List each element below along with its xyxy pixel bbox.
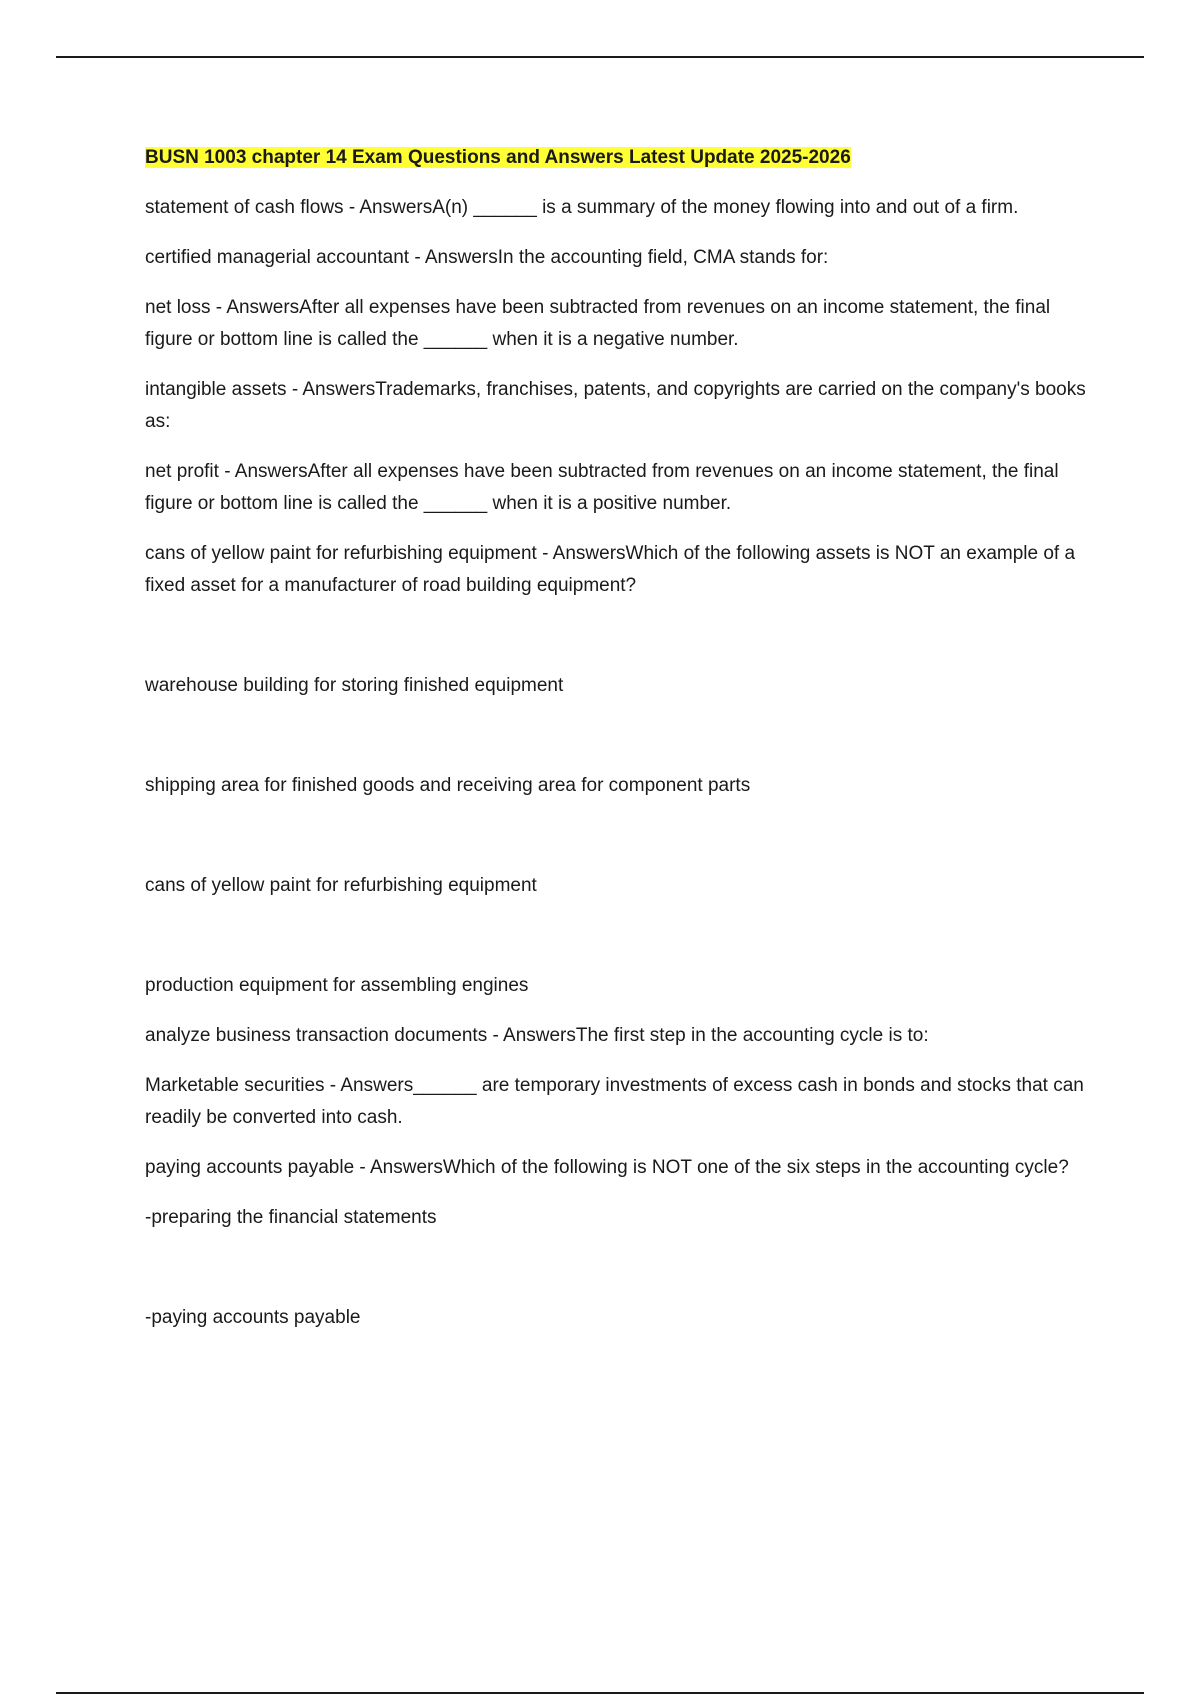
title-block	[145, 142, 1095, 174]
qa-item: certified managerial accountant - AnswersIn the accounting field, CMA stands for:	[145, 247, 829, 268]
qa-item: Marketable securities - Answers______ are temporary investments of excess cash in bonds and stocks that can readily be converted into cash.	[145, 1075, 1084, 1128]
document-body	[145, 142, 1095, 1352]
answer-option: -paying accounts payable	[145, 1307, 361, 1328]
qa-item: cans of yellow paint for refurbishing equipment - AnswersWhich of the following assets is NOT an example of a fixed asset for a manufacturer of road building equipment?	[145, 543, 1076, 596]
footer-rule	[56, 1692, 1144, 1694]
answer-option: shipping area for finished goods and receiving area for component parts	[145, 775, 751, 796]
answer-option: cans of yellow paint for refurbishing equipment	[145, 875, 537, 896]
document-title: BUSN 1003 chapter 14 Exam Questions and Answers Latest Update 2025-2026	[145, 147, 851, 168]
qa-item: intangible assets - AnswersTrademarks, franchises, patents, and copyrights are carried on the company's books as:	[145, 379, 1086, 432]
qa-item: analyze business transaction documents - AnswersThe first step in the accounting cycle is to:	[145, 1025, 929, 1046]
qa-item: net loss - AnswersAfter all expenses have been subtracted from revenues on an income statement, the final figure or bottom line is called the ______ when it is a negative number.	[145, 297, 1051, 350]
answer-option: warehouse building for storing finished equipment	[145, 675, 564, 696]
header-rule	[56, 56, 1144, 58]
qa-item: net profit - AnswersAfter all expenses have been subtracted from revenues on an income statement, the final figure or bottom line is called the ______ when it is a positive number.	[145, 461, 1059, 514]
qa-item: statement of cash flows - AnswersA(n) ______ is a summary of the money flowing into and out of a firm.	[145, 197, 1019, 218]
answer-option: production equipment for assembling engines	[145, 975, 529, 996]
qa-item: paying accounts payable - AnswersWhich of the following is NOT one of the six steps in the accounting cycle?	[145, 1157, 1069, 1178]
answer-option: -preparing the financial statements	[145, 1207, 437, 1228]
